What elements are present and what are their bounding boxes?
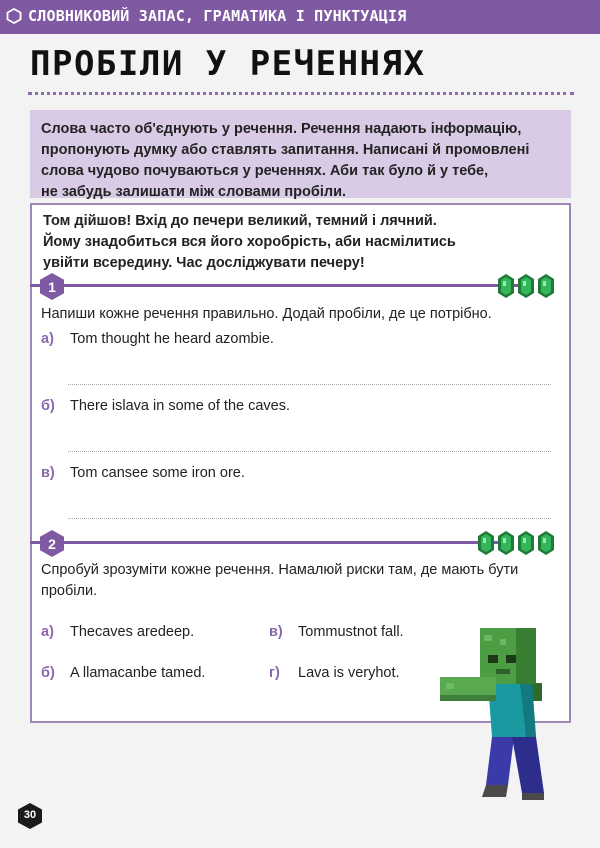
instruction-line: Спробуй зрозуміти кожне речення. Намалюй риски там, де мають бути (41, 562, 519, 578)
emerald-icon (538, 531, 554, 555)
emerald-icon (518, 531, 534, 555)
intro-line: не забудь залишати між словами пробіли. (41, 184, 347, 200)
page-title: ПРОБІЛИ У РЕЧЕННЯХ (30, 44, 426, 84)
item-letter: в) (41, 465, 55, 481)
hexagon-outline-icon (6, 8, 22, 24)
instruction-line: пробіли. (41, 583, 98, 599)
emerald-icon (518, 274, 534, 298)
section-header (0, 0, 600, 34)
title-divider (28, 92, 574, 95)
exercise-2-instruction (41, 560, 566, 602)
emerald-icon-group (496, 273, 558, 299)
emerald-icon-group (476, 530, 558, 556)
exercise-2-divider (30, 541, 498, 544)
item-letter: а) (41, 331, 54, 347)
item-text: There islava in some of the caves. (70, 398, 291, 414)
story-line: Йому знадобиться вся його хоробрість, аби насмілитись (43, 234, 456, 250)
item-text: Tom thought he heard azombie. (70, 331, 274, 347)
exercise-1-instruction: Напиши кожне речення правильно. Додай пробіли, де це потрібно. (41, 306, 492, 322)
item-text: Thecaves aredeep. (70, 624, 195, 640)
emerald-icon (498, 531, 514, 555)
item-text: A llamacanbe tamed. (70, 665, 206, 681)
story-line: увійти всередину. Час досліджувати печеру! (43, 255, 365, 271)
intro-line: слова чудово почуваються у реченнях. Аби так було й у тебе, (41, 163, 489, 179)
item-letter: б) (41, 665, 55, 681)
emerald-icon (538, 274, 554, 298)
exercise-1-divider (30, 284, 518, 287)
item-letter: в) (269, 624, 283, 640)
item-letter: б) (41, 398, 55, 414)
page-number: 30 (23, 809, 37, 821)
answer-line[interactable] (68, 518, 551, 519)
intro-line: пропонують думку або ставлять запитання. Написані й промовлені (41, 142, 530, 158)
story-line: Том дійшов! Вхід до печери великий, темний і лячний. (43, 213, 437, 229)
item-text: Tom cansee some iron ore. (70, 465, 245, 481)
intro-line: Слова часто об'єднують у речення. Речення надають інформацію, (41, 121, 522, 137)
answer-line[interactable] (68, 384, 551, 385)
emerald-icon (498, 274, 514, 298)
item-letter: г) (269, 665, 280, 681)
story-text (43, 211, 558, 274)
item-text: Tommustnot fall. (298, 624, 404, 640)
exercise-2-number: 2 (48, 536, 56, 552)
section-header-title: СЛОВНИКОВИЙ ЗАПАС, ГРАМАТИКА І ПУНКТУАЦІЯ (28, 7, 407, 25)
zombie-illustration (440, 625, 560, 800)
intro-box (30, 110, 571, 198)
answer-line[interactable] (68, 451, 551, 452)
emerald-icon (478, 531, 494, 555)
exercise-1-number: 1 (48, 279, 56, 295)
item-text: Lava is veryhot. (298, 665, 400, 681)
item-letter: а) (41, 624, 54, 640)
